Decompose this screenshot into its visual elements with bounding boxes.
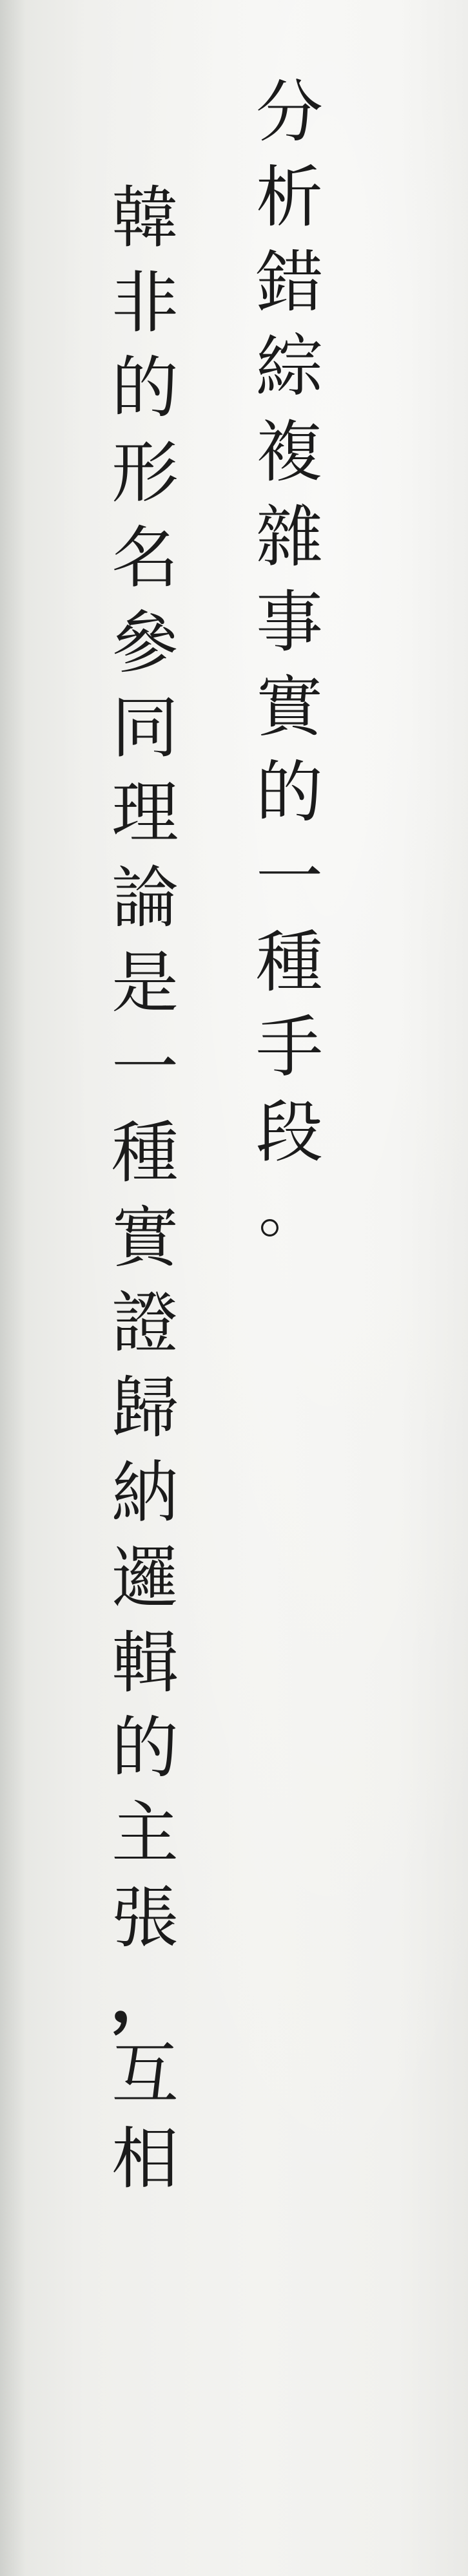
char: 實 xyxy=(111,1198,179,1277)
char: 邏 xyxy=(111,1539,179,1617)
char: 參 xyxy=(111,603,179,682)
char: 是 xyxy=(111,943,179,1022)
char: 析 xyxy=(255,158,323,236)
char: 相 xyxy=(111,2119,179,2198)
page-shadow xyxy=(0,0,26,2576)
char: 納 xyxy=(111,1454,179,1532)
char: 段 xyxy=(255,1093,323,1171)
char: 理 xyxy=(111,773,179,852)
char: 實 xyxy=(255,668,323,746)
char: 證 xyxy=(111,1283,179,1362)
char: 論 xyxy=(111,858,179,937)
char: 分 xyxy=(255,73,323,151)
char: 的 xyxy=(255,753,323,831)
char: 非 xyxy=(111,263,179,342)
char: 一 xyxy=(111,1028,179,1107)
char: 同 xyxy=(111,688,179,767)
char: 輯 xyxy=(111,1624,179,1702)
char: 名 xyxy=(111,518,179,597)
char: 手 xyxy=(255,1008,323,1086)
char: 綜 xyxy=(255,328,323,406)
char: 韓 xyxy=(111,178,179,257)
char: 形 xyxy=(111,433,179,512)
char: 主 xyxy=(111,1794,179,1872)
char: 事 xyxy=(255,583,323,661)
char: 種 xyxy=(255,923,323,1001)
char: 互 xyxy=(111,2034,179,2113)
period-mark: 。 xyxy=(258,1174,320,1246)
char: 一 xyxy=(255,838,323,916)
char: 的 xyxy=(111,348,179,427)
char: 張 xyxy=(111,1879,179,1957)
char: 雜 xyxy=(255,498,323,576)
text-column-left xyxy=(106,0,184,2201)
comma-mark: ， xyxy=(110,1954,180,2037)
char: 種 xyxy=(111,1113,179,1192)
char: 複 xyxy=(255,413,323,491)
char: 的 xyxy=(111,1709,179,1787)
char: 錯 xyxy=(255,243,323,321)
char: 歸 xyxy=(111,1368,179,1447)
text-column-right xyxy=(250,0,329,1245)
